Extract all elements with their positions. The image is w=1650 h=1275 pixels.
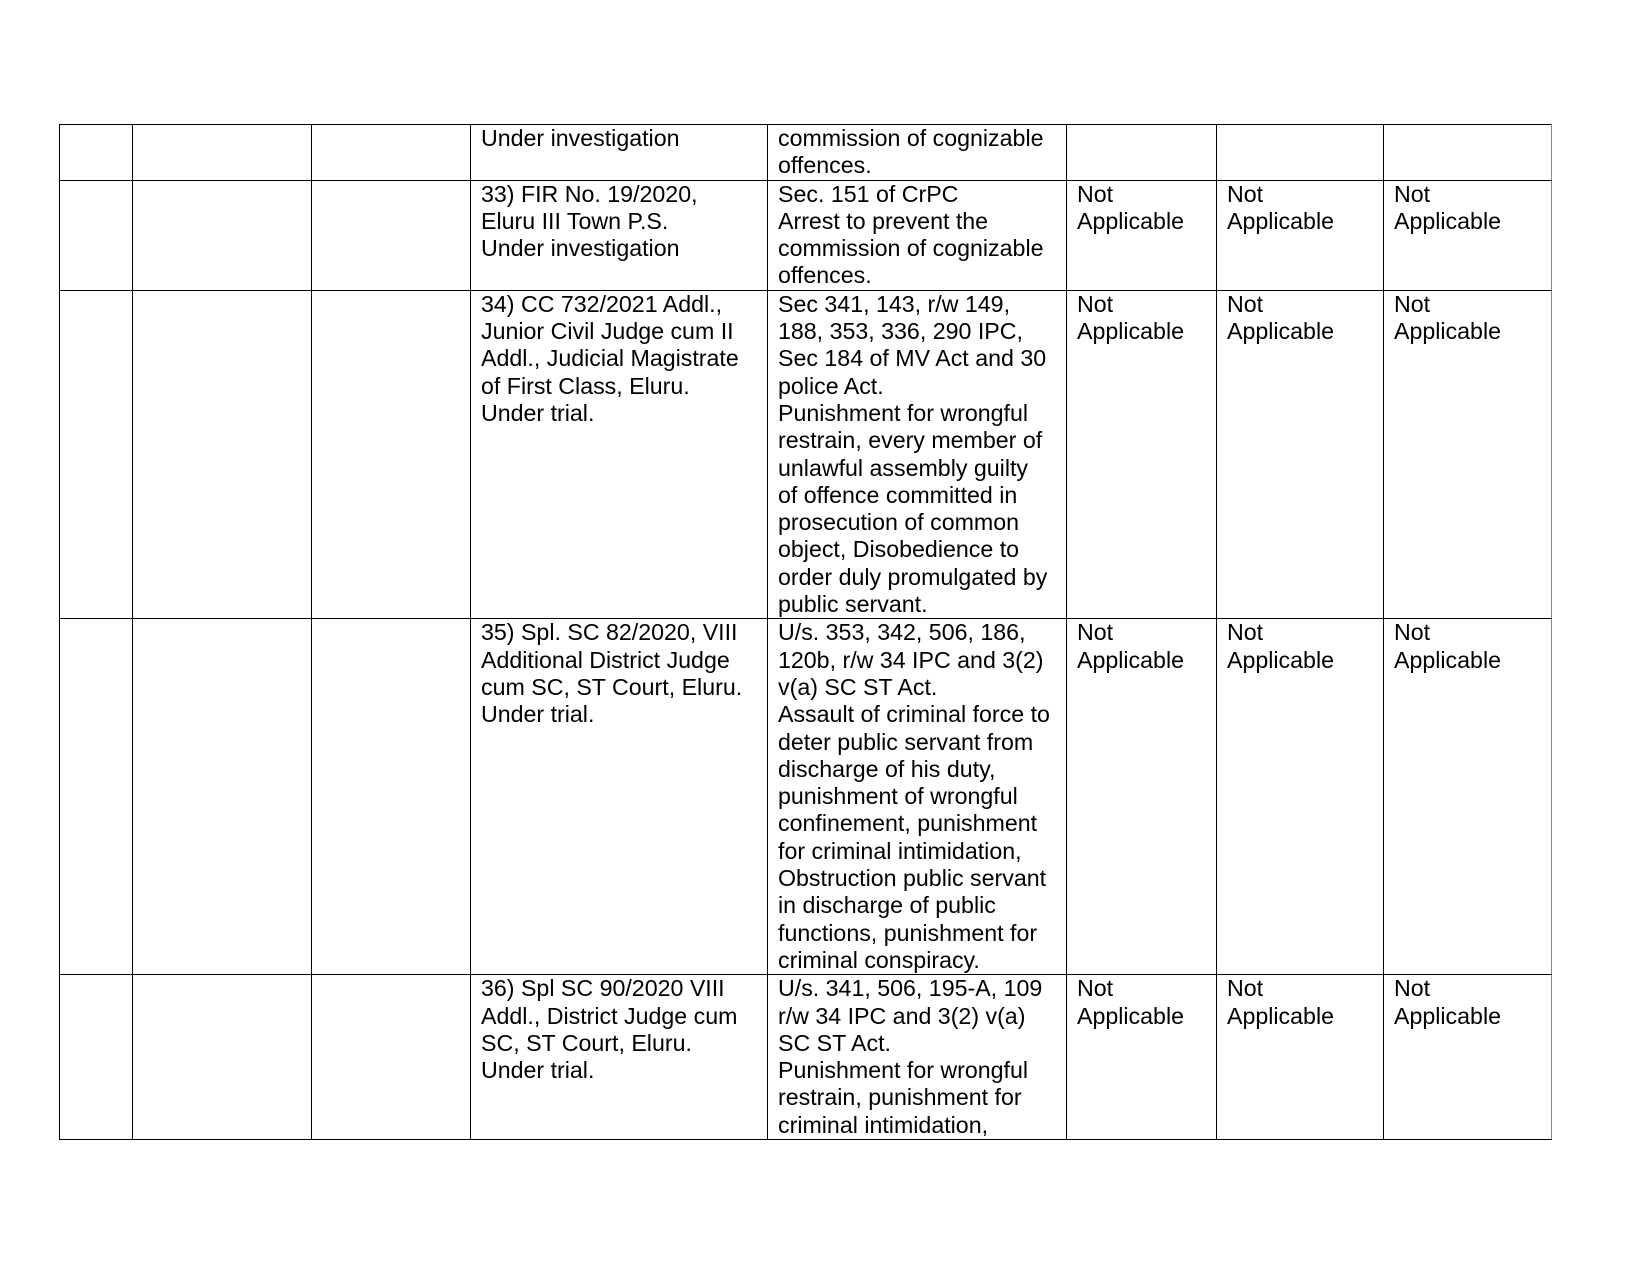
table-row <box>60 125 1552 181</box>
case-details-cell: 35) Spl. SC 82/2020, VIII Additional District Judge cum SC, ST Court, Eluru. Under trial. <box>471 619 768 975</box>
sections-cell: commission of cognizable offences. <box>768 125 1067 181</box>
applicability-cell <box>1217 125 1384 181</box>
name-cell <box>133 125 312 181</box>
name-cell <box>133 180 312 290</box>
case-details-cell: 33) FIR No. 19/2020, Eluru III Town P.S. Under investigation <box>471 180 768 290</box>
table-row <box>60 975 1552 1140</box>
sections-cell: Sec 341, 143, r/w 149, 188, 353, 336, 290 IPC, Sec 184 of MV Act and 30 police Act. Punishment for wrongful restrain, every member of unlawful assembly guilty of offence committed in prosecution of common object, Disobedience to order duly promulgated by public servant. <box>768 290 1067 619</box>
criminal-cases-table <box>59 124 1552 1140</box>
applicability-cell: Not Applicable <box>1217 619 1384 975</box>
sections-cell: U/s. 353, 342, 506, 186, 120b, r/w 34 IPC and 3(2) v(a) SC ST Act. Assault of criminal force to deter public servant from discharge of his duty, punishment of wrongful confinement, punishment for criminal intimidation, Obstruction public servant in discharge of public functions, punishment for criminal conspiracy. <box>768 619 1067 975</box>
applicability-cell: Not Applicable <box>1384 180 1552 290</box>
applicability-cell: Not Applicable <box>1067 619 1217 975</box>
sections-cell: U/s. 341, 506, 195-A, 109 r/w 34 IPC and 3(2) v(a) SC ST Act. Punishment for wrongful restrain, punishment for criminal intimidation, <box>768 975 1067 1140</box>
applicability-cell: Not Applicable <box>1217 975 1384 1140</box>
applicability-cell: Not Applicable <box>1217 180 1384 290</box>
sections-cell: Sec. 151 of CrPC Arrest to prevent the commission of cognizable offences. <box>768 180 1067 290</box>
applicability-cell <box>1067 125 1217 181</box>
applicability-cell: Not Applicable <box>1067 290 1217 619</box>
serial-cell <box>60 290 133 619</box>
table-row <box>60 180 1552 290</box>
applicability-cell: Not Applicable <box>1067 180 1217 290</box>
case-details-cell: 36) Spl SC 90/2020 VIII Addl., District Judge cum SC, ST Court, Eluru. Under trial. <box>471 975 768 1140</box>
applicability-cell: Not Applicable <box>1384 619 1552 975</box>
applicability-cell: Not Applicable <box>1384 290 1552 619</box>
serial-cell <box>60 975 133 1140</box>
name-cell <box>133 290 312 619</box>
name-cell <box>133 975 312 1140</box>
applicability-cell: Not Applicable <box>1067 975 1217 1140</box>
blank-cell <box>312 619 471 975</box>
blank-cell <box>312 125 471 181</box>
blank-cell <box>312 180 471 290</box>
blank-cell <box>312 975 471 1140</box>
blank-cell <box>312 290 471 619</box>
case-details-cell: Under investigation <box>471 125 768 181</box>
applicability-cell: Not Applicable <box>1217 290 1384 619</box>
serial-cell <box>60 180 133 290</box>
table-row <box>60 290 1552 619</box>
table-row <box>60 619 1552 975</box>
name-cell <box>133 619 312 975</box>
case-details-cell: 34) CC 732/2021 Addl., Junior Civil Judge cum II Addl., Judicial Magistrate of First Class, Eluru. Under trial. <box>471 290 768 619</box>
serial-cell <box>60 125 133 181</box>
applicability-cell: Not Applicable <box>1384 975 1552 1140</box>
serial-cell <box>60 619 133 975</box>
applicability-cell <box>1384 125 1552 181</box>
